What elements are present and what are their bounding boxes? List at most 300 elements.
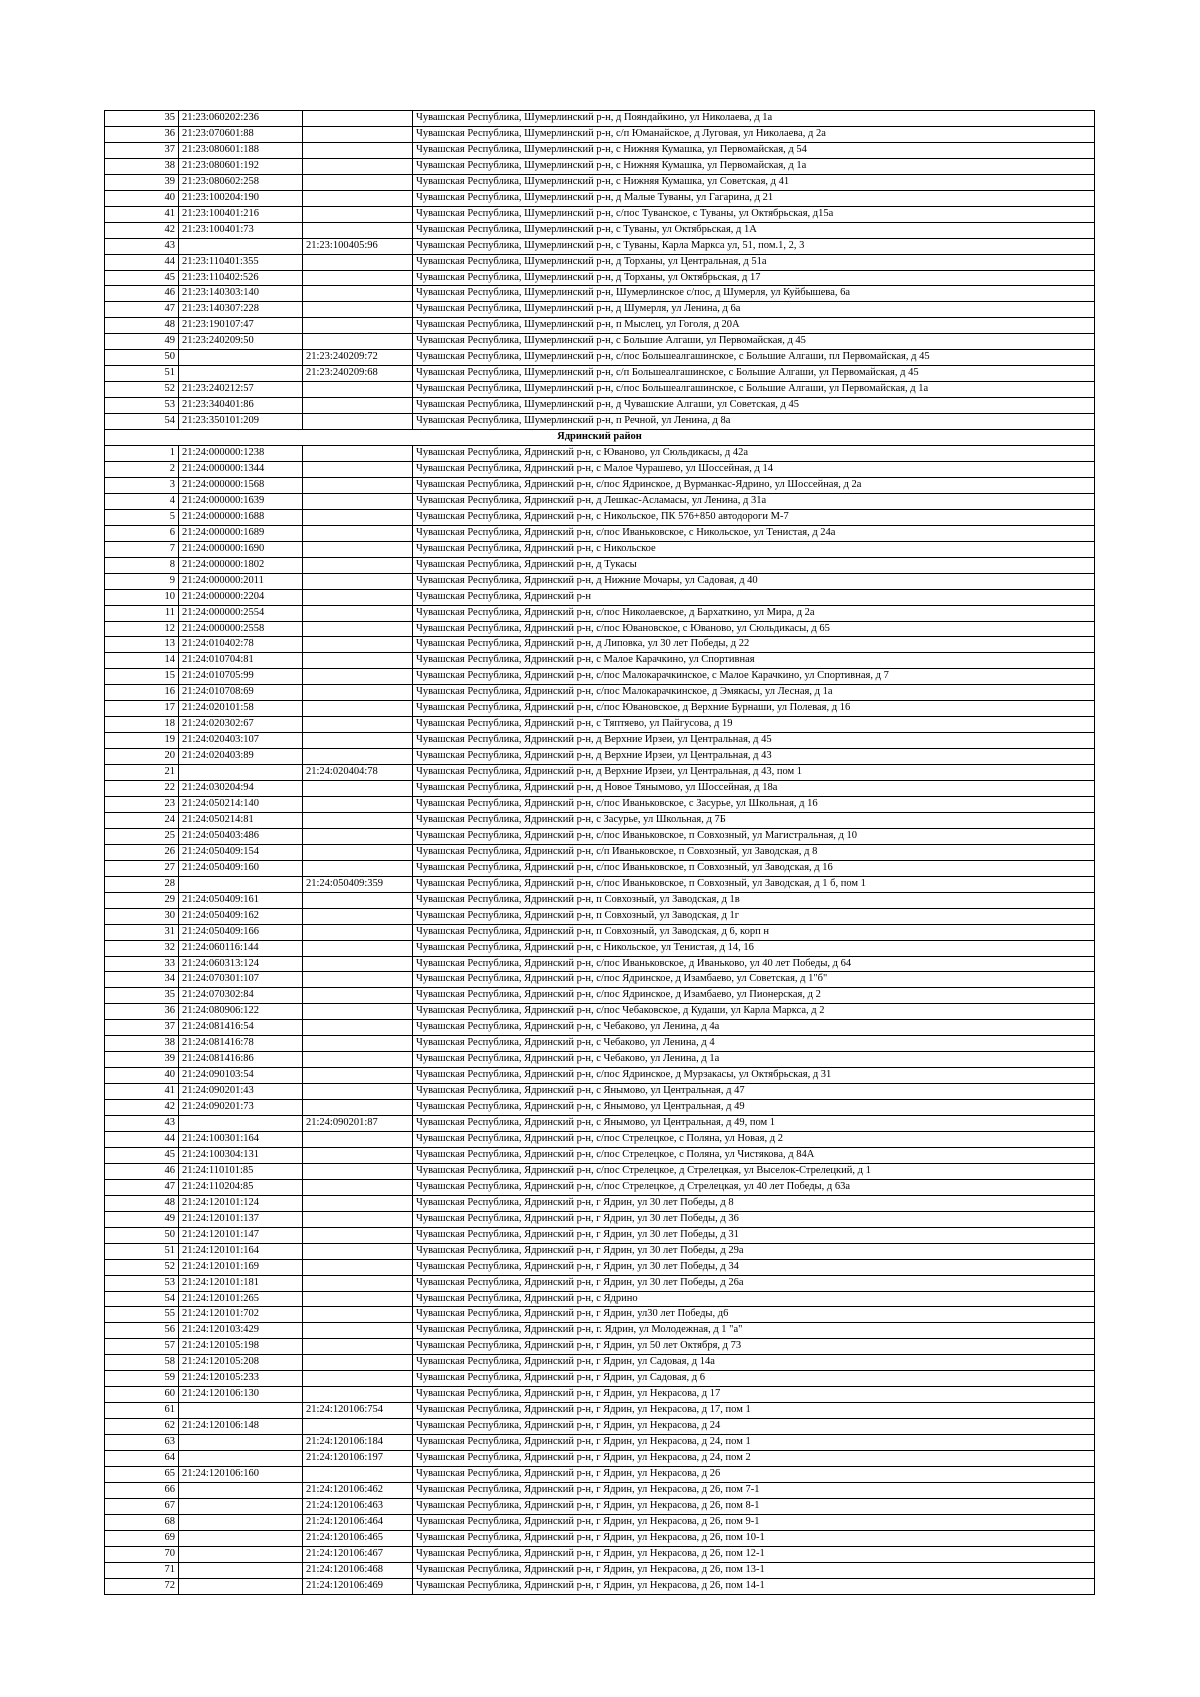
address-cell: Чувашская Республика, Шумерлинский р-н, п Мыслец, ул Гоголя, д 20А	[413, 318, 1095, 334]
table-row	[105, 733, 1095, 749]
premises-cadastral-number	[303, 828, 413, 844]
table-row	[105, 876, 1095, 892]
address-cell: Чувашская Республика, Шумерлинский р-н, с Туваны, Карла Маркса ул, 51, пом.1, 2, 3	[413, 238, 1095, 254]
premises-cadastral-number	[303, 1467, 413, 1483]
premises-cadastral-number	[303, 940, 413, 956]
premises-cadastral-number	[303, 1052, 413, 1068]
cadastral-number: 21:24:000000:2011	[179, 573, 303, 589]
row-number: 4	[105, 493, 179, 509]
row-number: 30	[105, 908, 179, 924]
table-row	[105, 1339, 1095, 1355]
address-cell: Чувашская Республика, Шумерлинский р-н, с/пос Большеалгашинское, с Большие Алгаши, ул Первомайская, д 1а	[413, 382, 1095, 398]
cadastral-number: 21:23:070601:88	[179, 126, 303, 142]
premises-cadastral-number	[303, 1291, 413, 1307]
address-cell: Чувашская Республика, Шумерлинский р-н, с/пос Туванское, с Туваны, ул Октябрьская, д15а	[413, 206, 1095, 222]
cadastral-number: 21:24:120101:137	[179, 1211, 303, 1227]
row-number: 23	[105, 796, 179, 812]
row-number: 6	[105, 525, 179, 541]
address-cell: Чувашская Республика, Ядринский р-н, г Ядрин, ул Некрасова, д 26, пом 10-1	[413, 1530, 1095, 1546]
table-row	[105, 270, 1095, 286]
address-cell: Чувашская Республика, Ядринский р-н, с Тяптяево, ул Пайгусова, д 19	[413, 717, 1095, 733]
row-number: 63	[105, 1435, 179, 1451]
table-row	[105, 940, 1095, 956]
premises-cadastral-number	[303, 1147, 413, 1163]
row-number: 24	[105, 812, 179, 828]
section-row	[105, 430, 1095, 446]
address-cell: Чувашская Республика, Ядринский р-н, п Совхозный, ул Заводская, д 1г	[413, 908, 1095, 924]
cadastral-number: 21:23:110401:355	[179, 254, 303, 270]
table-row	[105, 206, 1095, 222]
cadastral-number: 21:23:100401:73	[179, 222, 303, 238]
cadastral-number	[179, 876, 303, 892]
row-number: 9	[105, 573, 179, 589]
table-row	[105, 956, 1095, 972]
premises-cadastral-number: 21:24:120106:464	[303, 1514, 413, 1530]
row-number: 29	[105, 892, 179, 908]
section-heading: Ядринский район	[105, 430, 1095, 446]
premises-cadastral-number: 21:24:120106:469	[303, 1578, 413, 1594]
table-row	[105, 1179, 1095, 1195]
cadastral-number: 21:24:050409:160	[179, 860, 303, 876]
row-number: 43	[105, 238, 179, 254]
table-row	[105, 701, 1095, 717]
table-row	[105, 669, 1095, 685]
table-row	[105, 1371, 1095, 1387]
address-cell: Чувашская Республика, Шумерлинский р-н, с Нижняя Кумашка, ул Советская, д 41	[413, 174, 1095, 190]
address-cell: Чувашская Республика, Ядринский р-н, с/пос Ядринское, д Изамбаево, ул Советская, д 1"б"	[413, 972, 1095, 988]
row-number: 39	[105, 1052, 179, 1068]
premises-cadastral-number	[303, 1387, 413, 1403]
premises-cadastral-number	[303, 382, 413, 398]
premises-cadastral-number	[303, 717, 413, 733]
cadastral-number: 21:24:000000:1639	[179, 493, 303, 509]
premises-cadastral-number: 21:23:240209:68	[303, 366, 413, 382]
row-number: 49	[105, 1211, 179, 1227]
row-number: 40	[105, 1068, 179, 1084]
cadastral-number: 21:24:030204:94	[179, 781, 303, 797]
premises-cadastral-number: 21:24:090201:87	[303, 1116, 413, 1132]
table-row	[105, 382, 1095, 398]
cadastral-number: 21:23:060202:236	[179, 111, 303, 127]
row-number: 26	[105, 844, 179, 860]
address-cell: Чувашская Республика, Ядринский р-н, с/пос Ядринское, д Вурманкас-Ядрино, ул Шоссейная, д 2а	[413, 477, 1095, 493]
cadastral-number: 21:24:000000:1568	[179, 477, 303, 493]
table-row	[105, 605, 1095, 621]
table-row	[105, 972, 1095, 988]
row-number: 59	[105, 1371, 179, 1387]
cadastral-number: 21:24:070302:84	[179, 988, 303, 1004]
registry-rows-yadrinsky	[105, 446, 1095, 1595]
premises-cadastral-number	[303, 318, 413, 334]
cadastral-number: 21:23:080601:188	[179, 142, 303, 158]
row-number: 2	[105, 461, 179, 477]
table-row	[105, 860, 1095, 876]
table-row	[105, 1275, 1095, 1291]
row-number: 36	[105, 126, 179, 142]
premises-cadastral-number	[303, 637, 413, 653]
row-number: 48	[105, 1195, 179, 1211]
premises-cadastral-number	[303, 1179, 413, 1195]
address-cell: Чувашская Республика, Ядринский р-н, г Ядрин, ул30 лет Победы, д6	[413, 1307, 1095, 1323]
row-number: 54	[105, 1291, 179, 1307]
premises-cadastral-number	[303, 733, 413, 749]
premises-cadastral-number	[303, 796, 413, 812]
address-cell: Чувашская Республика, Ядринский р-н, г Ядрин, ул 30 лет Победы, д 26а	[413, 1275, 1095, 1291]
row-number: 28	[105, 876, 179, 892]
premises-cadastral-number	[303, 414, 413, 430]
table-row	[105, 1562, 1095, 1578]
property-registry-table	[104, 110, 1095, 1595]
premises-cadastral-number	[303, 892, 413, 908]
premises-cadastral-number: 21:23:240209:72	[303, 350, 413, 366]
cadastral-number: 21:24:120106:130	[179, 1387, 303, 1403]
table-row	[105, 653, 1095, 669]
premises-cadastral-number	[303, 509, 413, 525]
table-row	[105, 493, 1095, 509]
address-cell: Чувашская Республика, Ядринский р-н, г Ядрин, ул Некрасова, д 26	[413, 1467, 1095, 1483]
cadastral-number: 21:24:010708:69	[179, 685, 303, 701]
table-row	[105, 1163, 1095, 1179]
premises-cadastral-number	[303, 126, 413, 142]
address-cell: Чувашская Республика, Шумерлинский р-н, д Пояндайкино, ул Николаева, д 1а	[413, 111, 1095, 127]
cadastral-number: 21:24:110101:85	[179, 1163, 303, 1179]
cadastral-number	[179, 1451, 303, 1467]
table-row	[105, 1004, 1095, 1020]
premises-cadastral-number	[303, 525, 413, 541]
premises-cadastral-number	[303, 1323, 413, 1339]
premises-cadastral-number	[303, 1307, 413, 1323]
table-row	[105, 1259, 1095, 1275]
row-number: 66	[105, 1482, 179, 1498]
row-number: 35	[105, 988, 179, 1004]
address-cell: Чувашская Республика, Ядринский р-н, г Ядрин, ул 50 лет Октября, д 73	[413, 1339, 1095, 1355]
cadastral-number: 21:24:060313:124	[179, 956, 303, 972]
table-row	[105, 461, 1095, 477]
row-number: 67	[105, 1498, 179, 1514]
table-row	[105, 1100, 1095, 1116]
row-number: 70	[105, 1546, 179, 1562]
address-cell: Чувашская Республика, Ядринский р-н, с Чебаково, ул Ленина, д 4а	[413, 1020, 1095, 1036]
premises-cadastral-number	[303, 174, 413, 190]
table-row	[105, 717, 1095, 733]
address-cell: Чувашская Республика, Ядринский р-н, с Чебаково, ул Ленина, д 1а	[413, 1052, 1095, 1068]
address-cell: Чувашская Республика, Шумерлинский р-н, д Чувашские Алгаши, ул Советская, д 45	[413, 398, 1095, 414]
table-row	[105, 1482, 1095, 1498]
address-cell: Чувашская Республика, Ядринский р-н, г Ядрин, ул Некрасова, д 26, пом 12-1	[413, 1546, 1095, 1562]
premises-cadastral-number	[303, 1355, 413, 1371]
row-number: 40	[105, 190, 179, 206]
table-row	[105, 1227, 1095, 1243]
address-cell: Чувашская Республика, Ядринский р-н, с/пос Стрелецкое, с Поляна, ул Чистякова, д 84А	[413, 1147, 1095, 1163]
premises-cadastral-number	[303, 1100, 413, 1116]
row-number: 54	[105, 414, 179, 430]
table-row	[105, 1387, 1095, 1403]
address-cell: Чувашская Республика, Шумерлинский р-н, с/пос Большеалгашинское, с Большие Алгаши, пл Первомайская, д 45	[413, 350, 1095, 366]
table-row	[105, 1084, 1095, 1100]
table-row	[105, 1116, 1095, 1132]
table-row	[105, 446, 1095, 462]
cadastral-number: 21:24:000000:1344	[179, 461, 303, 477]
address-cell: Чувашская Республика, Шумерлинский р-н, с Нижняя Кумашка, ул Первомайская, д 1а	[413, 158, 1095, 174]
row-number: 33	[105, 956, 179, 972]
table-row	[105, 541, 1095, 557]
address-cell: Чувашская Республика, Ядринский р-н, с Ядрино	[413, 1291, 1095, 1307]
table-row	[105, 398, 1095, 414]
address-cell: Чувашская Республика, Ядринский р-н, с/пос Иваньковское, д Иваньково, ул 40 лет Победы, д 64	[413, 956, 1095, 972]
address-cell: Чувашская Республика, Ядринский р-н, д Верхние Ирзеи, ул Центральная, д 43, пом 1	[413, 765, 1095, 781]
cadastral-number: 21:24:081416:78	[179, 1036, 303, 1052]
premises-cadastral-number	[303, 685, 413, 701]
cadastral-number	[179, 1403, 303, 1419]
table-row	[105, 749, 1095, 765]
address-cell: Чувашская Республика, Ядринский р-н, с Засурье, ул Школьная, д 7Б	[413, 812, 1095, 828]
cadastral-number: 21:24:050409:166	[179, 924, 303, 940]
row-number: 44	[105, 254, 179, 270]
row-number: 41	[105, 206, 179, 222]
row-number: 69	[105, 1530, 179, 1546]
table-row	[105, 844, 1095, 860]
address-cell: Чувашская Республика, Ядринский р-н, с/пос Иваньковское, с Засурье, ул Школьная, д 16	[413, 796, 1095, 812]
table-row	[105, 796, 1095, 812]
premises-cadastral-number: 21:24:020404:78	[303, 765, 413, 781]
cadastral-number: 21:24:060116:144	[179, 940, 303, 956]
row-number: 25	[105, 828, 179, 844]
cadastral-number: 21:23:080601:192	[179, 158, 303, 174]
address-cell: Чувашская Республика, Ядринский р-н, с/пос Стрелецкое, д Стрелецкая, ул Выселок-Стрелецкий, д 1	[413, 1163, 1095, 1179]
address-cell: Чувашская Республика, Шумерлинский р-н, с/п Большеалгашинское, с Большие Алгаши, ул Первомайская, д 45	[413, 366, 1095, 382]
row-number: 5	[105, 509, 179, 525]
table-row	[105, 1307, 1095, 1323]
premises-cadastral-number: 21:24:120106:465	[303, 1530, 413, 1546]
row-number: 43	[105, 1116, 179, 1132]
cadastral-number: 21:24:000000:2204	[179, 589, 303, 605]
address-cell: Чувашская Республика, Ядринский р-н, д Верхние Ирзеи, ул Центральная, д 45	[413, 733, 1095, 749]
premises-cadastral-number: 21:24:050409:359	[303, 876, 413, 892]
table-row	[105, 1451, 1095, 1467]
address-cell: Чувашская Республика, Ядринский р-н, с/пос Иваньковское, п Совхозный, ул Заводская, д 1 б, пом 1	[413, 876, 1095, 892]
premises-cadastral-number	[303, 701, 413, 717]
row-number: 68	[105, 1514, 179, 1530]
table-row	[105, 1052, 1095, 1068]
cadastral-number: 21:24:120106:160	[179, 1467, 303, 1483]
address-cell: Чувашская Республика, Ядринский р-н	[413, 589, 1095, 605]
row-number: 50	[105, 350, 179, 366]
cadastral-number	[179, 1562, 303, 1578]
cadastral-number: 21:24:020403:107	[179, 733, 303, 749]
row-number: 41	[105, 1084, 179, 1100]
table-row	[105, 1036, 1095, 1052]
premises-cadastral-number	[303, 1371, 413, 1387]
row-number: 3	[105, 477, 179, 493]
row-number: 61	[105, 1403, 179, 1419]
cadastral-number: 21:24:000000:1238	[179, 446, 303, 462]
table-row	[105, 781, 1095, 797]
table-row	[105, 573, 1095, 589]
cadastral-number: 21:24:020101:58	[179, 701, 303, 717]
row-number: 38	[105, 1036, 179, 1052]
row-number: 17	[105, 701, 179, 717]
premises-cadastral-number	[303, 111, 413, 127]
cadastral-number: 21:24:100304:131	[179, 1147, 303, 1163]
address-cell: Чувашская Республика, Ядринский р-н, с Янымово, ул Центральная, д 47	[413, 1084, 1095, 1100]
row-number: 64	[105, 1451, 179, 1467]
premises-cadastral-number	[303, 477, 413, 493]
cadastral-number: 21:23:240209:50	[179, 334, 303, 350]
premises-cadastral-number	[303, 158, 413, 174]
row-number: 12	[105, 621, 179, 637]
row-number: 47	[105, 302, 179, 318]
cadastral-number: 21:23:100204:190	[179, 190, 303, 206]
cadastral-number: 21:24:081416:86	[179, 1052, 303, 1068]
row-number: 22	[105, 781, 179, 797]
row-number: 19	[105, 733, 179, 749]
premises-cadastral-number	[303, 1163, 413, 1179]
table-row	[105, 350, 1095, 366]
premises-cadastral-number	[303, 1227, 413, 1243]
premises-cadastral-number	[303, 1036, 413, 1052]
row-number: 50	[105, 1227, 179, 1243]
table-row	[105, 302, 1095, 318]
row-number: 57	[105, 1339, 179, 1355]
cadastral-number: 21:24:020302:67	[179, 717, 303, 733]
premises-cadastral-number	[303, 749, 413, 765]
address-cell: Чувашская Республика, Ядринский р-н, г Ядрин, ул Некрасова, д 17, пом 1	[413, 1403, 1095, 1419]
table-row	[105, 1578, 1095, 1594]
address-cell: Чувашская Республика, Ядринский р-н, г Ядрин, ул 30 лет Победы, д 29а	[413, 1243, 1095, 1259]
row-number: 37	[105, 1020, 179, 1036]
table-row	[105, 318, 1095, 334]
premises-cadastral-number	[303, 1339, 413, 1355]
premises-cadastral-number: 21:24:120106:468	[303, 1562, 413, 1578]
row-number: 31	[105, 924, 179, 940]
row-number: 65	[105, 1467, 179, 1483]
row-number: 52	[105, 1259, 179, 1275]
address-cell: Чувашская Республика, Ядринский р-н, г Ядрин, ул 30 лет Победы, д 36	[413, 1211, 1095, 1227]
row-number: 36	[105, 1004, 179, 1020]
row-number: 53	[105, 1275, 179, 1291]
table-row	[105, 222, 1095, 238]
table-row	[105, 525, 1095, 541]
cadastral-number: 21:24:050403:486	[179, 828, 303, 844]
row-number: 8	[105, 557, 179, 573]
table-row	[105, 366, 1095, 382]
cadastral-number: 21:23:100401:216	[179, 206, 303, 222]
address-cell: Чувашская Республика, Шумерлинский р-н, д Шумерля, ул Ленина, д 6а	[413, 302, 1095, 318]
premises-cadastral-number	[303, 1020, 413, 1036]
address-cell: Чувашская Республика, Ядринский р-н, с/пос Иваньковское, п Совхозный, ул Заводская, д 16	[413, 860, 1095, 876]
cadastral-number: 21:24:120105:233	[179, 1371, 303, 1387]
address-cell: Чувашская Республика, Ядринский р-н, с/пос Стрелецкое, д Стрелецкая, ул 40 лет Победы, д 63а	[413, 1179, 1095, 1195]
row-number: 39	[105, 174, 179, 190]
cadastral-number: 21:24:120101:265	[179, 1291, 303, 1307]
premises-cadastral-number	[303, 1275, 413, 1291]
table-row	[105, 1211, 1095, 1227]
row-number: 53	[105, 398, 179, 414]
table-row	[105, 1147, 1095, 1163]
address-cell: Чувашская Республика, Ядринский р-н, г Ядрин, ул Некрасова, д 26, пом 9-1	[413, 1514, 1095, 1530]
table-row	[105, 908, 1095, 924]
table-row	[105, 111, 1095, 127]
cadastral-number	[179, 1482, 303, 1498]
row-number: 49	[105, 334, 179, 350]
row-number: 42	[105, 222, 179, 238]
address-cell: Чувашская Республика, Ядринский р-н, с/пос Малокарачкинское, с Малое Карачкино, ул Спортивная, д 7	[413, 669, 1095, 685]
cadastral-number: 21:24:120101:147	[179, 1227, 303, 1243]
premises-cadastral-number	[303, 621, 413, 637]
cadastral-number: 21:24:000000:1690	[179, 541, 303, 557]
table-row	[105, 621, 1095, 637]
table-row	[105, 1419, 1095, 1435]
address-cell: Чувашская Республика, Шумерлинский р-н, д Малые Туваны, ул Гагарина, д 21	[413, 190, 1095, 206]
table-row	[105, 1546, 1095, 1562]
table-row	[105, 142, 1095, 158]
row-number: 34	[105, 972, 179, 988]
address-cell: Чувашская Республика, Шумерлинский р-н, д Торханы, ул Центральная, д 51а	[413, 254, 1095, 270]
row-number: 55	[105, 1307, 179, 1323]
cadastral-number: 21:24:090201:73	[179, 1100, 303, 1116]
row-number: 7	[105, 541, 179, 557]
row-number: 38	[105, 158, 179, 174]
address-cell: Чувашская Республика, Ядринский р-н, г Ядрин, ул Некрасова, д 24, пом 2	[413, 1451, 1095, 1467]
premises-cadastral-number	[303, 557, 413, 573]
cadastral-number: 21:24:110204:85	[179, 1179, 303, 1195]
premises-cadastral-number	[303, 334, 413, 350]
table-row	[105, 812, 1095, 828]
row-number: 14	[105, 653, 179, 669]
cadastral-number	[179, 1546, 303, 1562]
address-cell: Чувашская Республика, Ядринский р-н, г Ядрин, ул Садовая, д 6	[413, 1371, 1095, 1387]
row-number: 58	[105, 1355, 179, 1371]
cadastral-number: 21:24:020403:89	[179, 749, 303, 765]
cadastral-number: 21:24:000000:1689	[179, 525, 303, 541]
address-cell: Чувашская Республика, Ядринский р-н, с Никольское, ул Тенистая, д 14, 16	[413, 940, 1095, 956]
row-number: 46	[105, 286, 179, 302]
address-cell: Чувашская Республика, Ядринский р-н, г Ядрин, ул Некрасова, д 17	[413, 1387, 1095, 1403]
cadastral-number: 21:23:110402:526	[179, 270, 303, 286]
cadastral-number: 21:24:050409:162	[179, 908, 303, 924]
premises-cadastral-number	[303, 1243, 413, 1259]
row-number: 62	[105, 1419, 179, 1435]
cadastral-number: 21:23:240212:57	[179, 382, 303, 398]
premises-cadastral-number	[303, 222, 413, 238]
premises-cadastral-number	[303, 988, 413, 1004]
cadastral-number: 21:24:000000:1688	[179, 509, 303, 525]
premises-cadastral-number: 21:24:120106:462	[303, 1482, 413, 1498]
table-row	[105, 414, 1095, 430]
row-number: 10	[105, 589, 179, 605]
cadastral-number	[179, 1435, 303, 1451]
address-cell: Чувашская Республика, Ядринский р-н, г Ядрин, ул Некрасова, д 24, пом 1	[413, 1435, 1095, 1451]
cadastral-number: 21:24:090103:54	[179, 1068, 303, 1084]
premises-cadastral-number	[303, 493, 413, 509]
address-cell: Чувашская Республика, Ядринский р-н, д Новое Тянымово, ул Шоссейная, д 18а	[413, 781, 1095, 797]
cadastral-number: 21:24:120101:181	[179, 1275, 303, 1291]
premises-cadastral-number	[303, 254, 413, 270]
table-row	[105, 334, 1095, 350]
row-number: 46	[105, 1163, 179, 1179]
address-cell: Чувашская Республика, Ядринский р-н, г Ядрин, ул 30 лет Победы, д 8	[413, 1195, 1095, 1211]
cadastral-number: 21:24:120105:198	[179, 1339, 303, 1355]
row-number: 20	[105, 749, 179, 765]
registry-rows-shumerlinsky	[105, 111, 1095, 430]
row-number: 44	[105, 1132, 179, 1148]
table-row	[105, 589, 1095, 605]
address-cell: Чувашская Республика, Ядринский р-н, д Тукасы	[413, 557, 1095, 573]
table-row	[105, 685, 1095, 701]
table-row	[105, 1498, 1095, 1514]
address-cell: Чувашская Республика, Шумерлинский р-н, с/п Юманайское, д Луговая, ул Николаева, д 2а	[413, 126, 1095, 142]
address-cell: Чувашская Республика, Ядринский р-н, п Совхозный, ул Заводская, д 1в	[413, 892, 1095, 908]
